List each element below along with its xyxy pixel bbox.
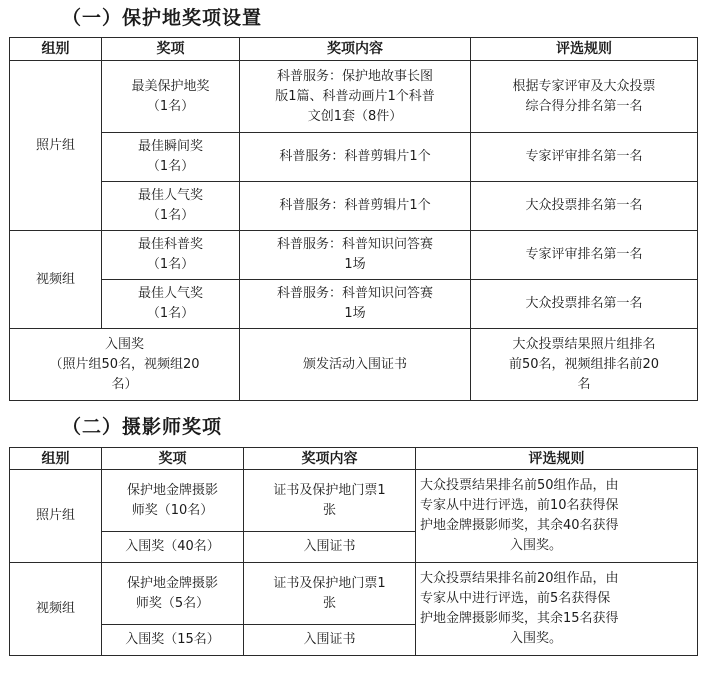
table-row	[10, 563, 698, 625]
header-content: 奖项内容	[240, 38, 471, 61]
section1-title: （一）保护地奖项设置	[62, 7, 263, 29]
award-cell: 最佳人气奖 （1名）	[102, 280, 240, 329]
award-cell: 入围奖 （照片组50名，视频组20 名）	[10, 329, 240, 401]
content-cell: 入围证书	[244, 625, 416, 656]
content-cell: 颁发活动入围证书	[240, 329, 471, 401]
rule-cell: 根据专家评审及大众投票 综合得分排名第一名	[471, 61, 698, 133]
content-cell: 科普服务：科普剪辑片1个	[240, 182, 471, 231]
rule-cell: 大众投票结果排名前50组作品，由 专家从中进行评选，前10名获得保 护地金牌摄影师奖，其余40名获得 入围奖。	[416, 470, 698, 563]
header-rule: 评选规则	[471, 38, 698, 61]
header-rule: 评选规则	[416, 448, 698, 470]
content-cell: 科普服务：科普剪辑片1个	[240, 133, 471, 182]
table-row	[10, 182, 698, 231]
award-cell: 最佳人气奖 （1名）	[102, 182, 240, 231]
section2-title: （二）摄影师奖项	[62, 416, 223, 438]
table-row	[10, 61, 698, 133]
award-cell: 入围奖（40名）	[102, 532, 244, 563]
photographer-award-table	[9, 447, 698, 656]
award-cell: 最美保护地奖 （1名）	[102, 61, 240, 133]
group-photo: 照片组	[10, 470, 102, 563]
table-row	[10, 231, 698, 280]
award-settings-table	[9, 37, 698, 401]
header-group: 组别	[10, 448, 102, 470]
table-row	[10, 280, 698, 329]
award-cell: 最佳瞬间奖 （1名）	[102, 133, 240, 182]
content-cell: 科普服务：科普知识问答赛 1场	[240, 231, 471, 280]
table-row	[10, 329, 698, 401]
award-cell: 入围奖（15名）	[102, 625, 244, 656]
header-group: 组别	[10, 38, 102, 61]
group-video: 视频组	[10, 231, 102, 329]
content-cell: 入围证书	[244, 532, 416, 563]
table-header-row	[10, 448, 698, 470]
rule-cell: 大众投票结果排名前20组作品，由 专家从中进行评选，前5名获得保 护地金牌摄影师奖，其余15名获得 入围奖。	[416, 563, 698, 656]
content-cell: 科普服务：科普知识问答赛 1场	[240, 280, 471, 329]
group-photo: 照片组	[10, 61, 102, 231]
rule-cell: 专家评审排名第一名	[471, 133, 698, 182]
table-row	[10, 133, 698, 182]
rule-cell: 大众投票结果照片组排名 前50名，视频组排名前20 名	[471, 329, 698, 401]
award-cell: 保护地金牌摄影 师奖（10名）	[102, 470, 244, 532]
table-header-row	[10, 38, 698, 61]
rule-cell: 专家评审排名第一名	[471, 231, 698, 280]
content-cell: 科普服务：保护地故事长图 版1篇、科普动画片1个科普 文创1套（8件）	[240, 61, 471, 133]
content-cell: 证书及保护地门票1 张	[244, 470, 416, 532]
header-award: 奖项	[102, 448, 244, 470]
rule-cell: 大众投票排名第一名	[471, 182, 698, 231]
table-row	[10, 470, 698, 532]
header-award: 奖项	[102, 38, 240, 61]
group-video: 视频组	[10, 563, 102, 656]
award-cell: 保护地金牌摄影 师奖（5名）	[102, 563, 244, 625]
award-cell: 最佳科普奖 （1名）	[102, 231, 240, 280]
header-content: 奖项内容	[244, 448, 416, 470]
rule-cell: 大众投票排名第一名	[471, 280, 698, 329]
content-cell: 证书及保护地门票1 张	[244, 563, 416, 625]
